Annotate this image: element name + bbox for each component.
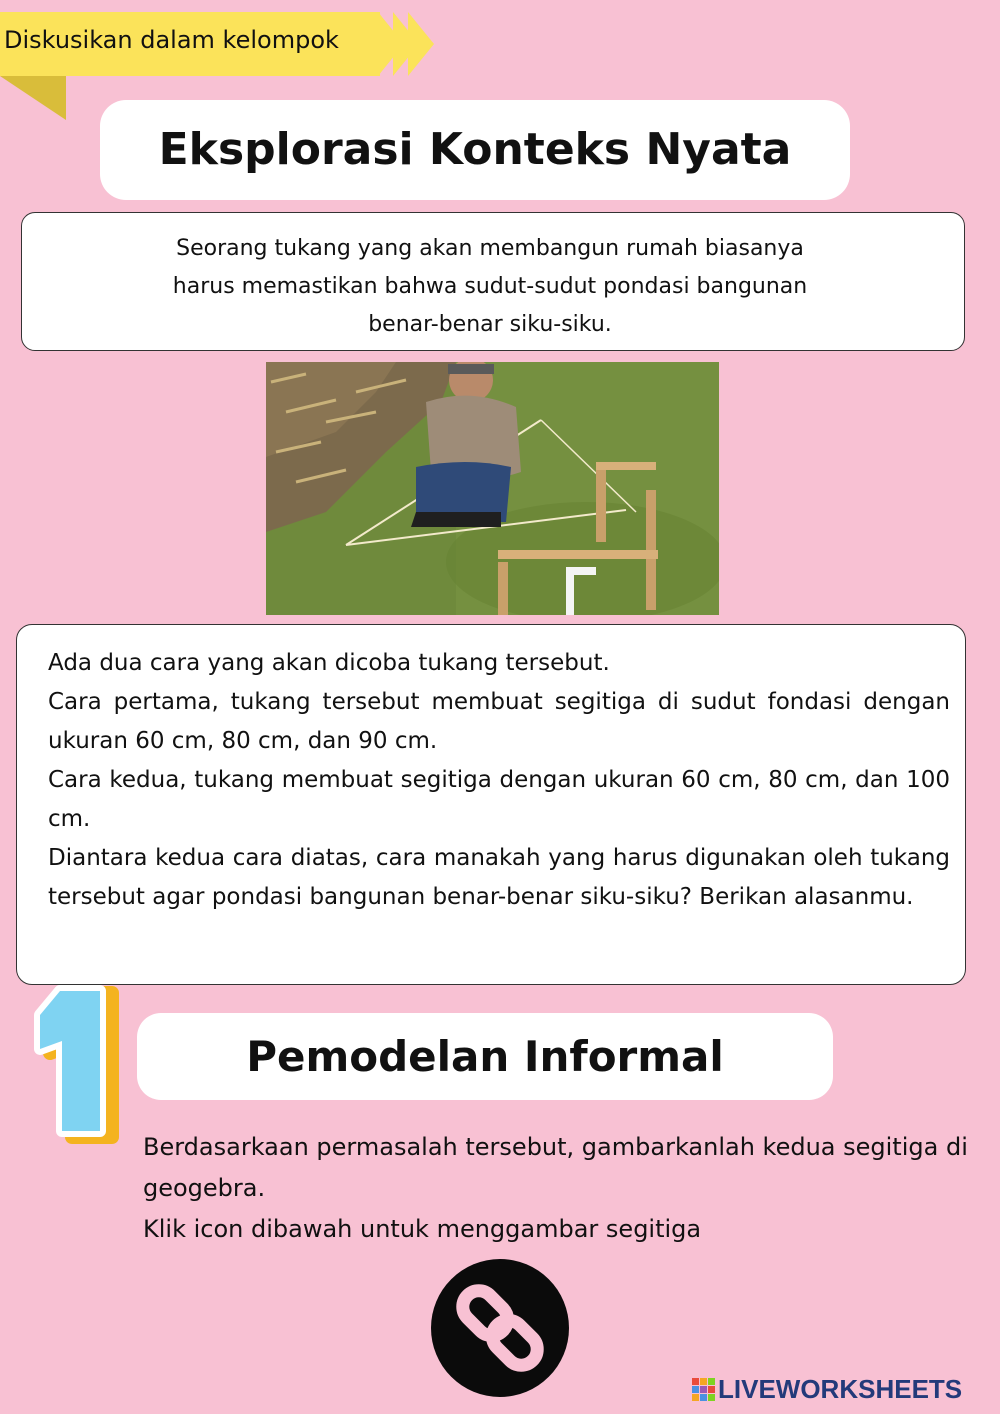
question-paragraph: Ada dua cara yang akan dicoba tukang tersebut. bbox=[48, 650, 610, 676]
intro-line: harus memastikan bahwa sudut-sudut pondasi bangunan bbox=[172, 274, 808, 299]
question-text bbox=[48, 644, 950, 917]
task-paragraph: Berdasarkaan permasalah tersebut, gambarkanlah kedua segitiga di geogebra. bbox=[143, 1133, 968, 1202]
liveworksheets-grid-icon bbox=[692, 1378, 716, 1402]
section1-title: Eksplorasi Konteks Nyata bbox=[158, 124, 792, 175]
builder-photo bbox=[266, 362, 719, 615]
question-paragraph: Diantara kedua cara diatas, cara manakah yang harus digunakan oleh tukang tersebut agar pondasi bangunan benar-benar siku-siku? Berikan alasanmu. bbox=[48, 845, 950, 910]
section2-title: Pemodelan Informal bbox=[246, 1032, 724, 1081]
intro-text bbox=[110, 230, 870, 344]
geogebra-link-button[interactable] bbox=[431, 1259, 569, 1397]
task-text bbox=[143, 1127, 973, 1250]
banner-label: Diskusikan dalam kelompok bbox=[4, 26, 339, 54]
question-paragraph: Cara kedua, tukang membuat segitiga dengan ukuran 60 cm, 80 cm, dan 100 cm. bbox=[48, 767, 950, 832]
liveworksheets-logo bbox=[692, 1374, 992, 1406]
number-one-graphic bbox=[20, 985, 135, 1150]
banner-fold bbox=[0, 76, 66, 120]
link-icon bbox=[431, 1259, 569, 1397]
builder-photo-illustration bbox=[266, 362, 719, 615]
banner-chevron bbox=[408, 12, 434, 76]
intro-line: benar-benar siku-siku. bbox=[368, 312, 612, 337]
task-paragraph: Klik icon dibawah untuk menggambar segitiga bbox=[143, 1215, 702, 1243]
question-paragraph: Cara pertama, tukang tersebut membuat segitiga di sudut fondasi dengan ukuran 60 cm, 80 cm, dan 90 cm. bbox=[48, 689, 950, 754]
intro-line: Seorang tukang yang akan membangun rumah biasanya bbox=[176, 236, 804, 261]
section-number-badge bbox=[20, 985, 135, 1150]
liveworksheets-brand: LIVEWORKSHEETS bbox=[718, 1374, 963, 1404]
